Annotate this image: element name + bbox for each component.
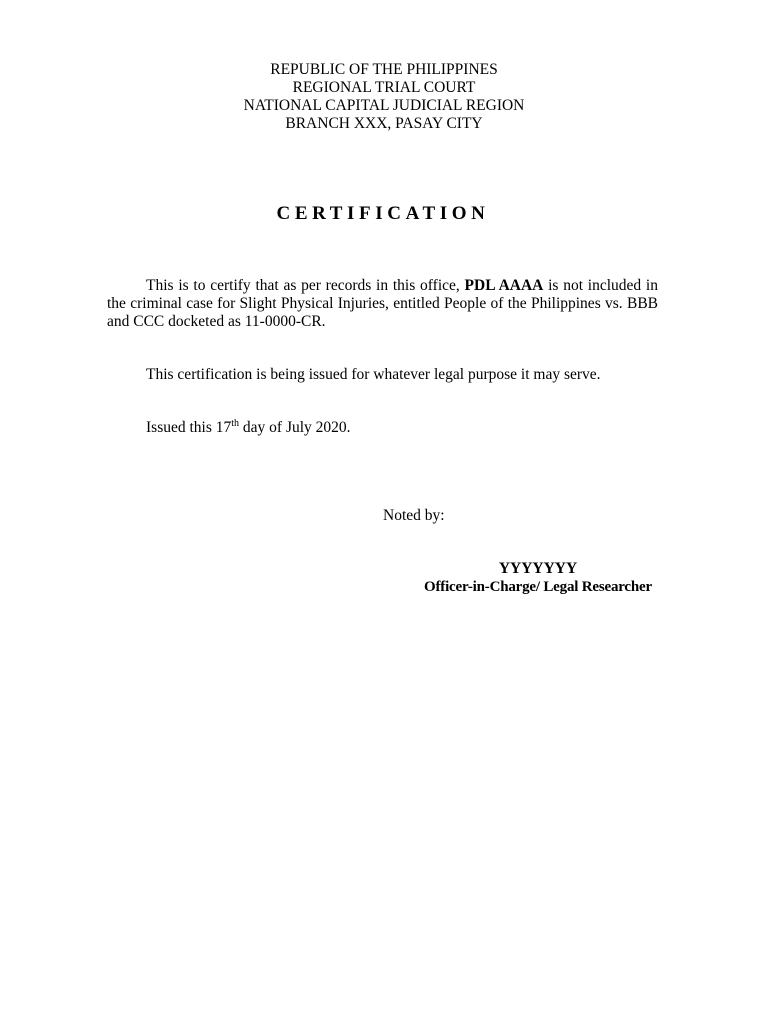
issued-text-lead: Issued this 17 (146, 419, 232, 436)
issued-date-paragraph (107, 419, 658, 439)
signatory-title: Officer-in-Charge/ Legal Researcher (424, 579, 652, 595)
signatory-name: YYYYYYY (498, 560, 578, 577)
issued-text-rest: day of July 2020. (239, 419, 351, 436)
header-branch: BRANCH XXX, PASAY CITY (285, 115, 483, 132)
header-region: NATIONAL CAPITAL JUDICIAL REGION (243, 97, 525, 114)
pdl-name: PDL AAAA (464, 277, 544, 294)
purpose-paragraph (107, 366, 658, 384)
certify-text-rest: is not included in the criminal case for Slight Physical Injuries, entitled People of the Philippines vs. BBB and CCC docketed as 11-0000-CR. (107, 277, 658, 331)
certification-paragraph (107, 277, 658, 332)
document-title: CERTIFICATION (276, 203, 490, 224)
purpose-text: This certification is being issued for whatever legal purpose it may serve. (146, 366, 601, 383)
signatory-block (410, 559, 666, 597)
court-header (0, 61, 768, 133)
certify-text-lead: This is to certify that as per records in this office, (146, 277, 465, 294)
header-republic: REPUBLIC OF THE PHILIPPINES (270, 61, 498, 78)
ordinal-suffix: th (231, 418, 240, 429)
noted-by-label: Noted by: (383, 507, 445, 524)
header-court: REGIONAL TRIAL COURT (292, 79, 476, 96)
